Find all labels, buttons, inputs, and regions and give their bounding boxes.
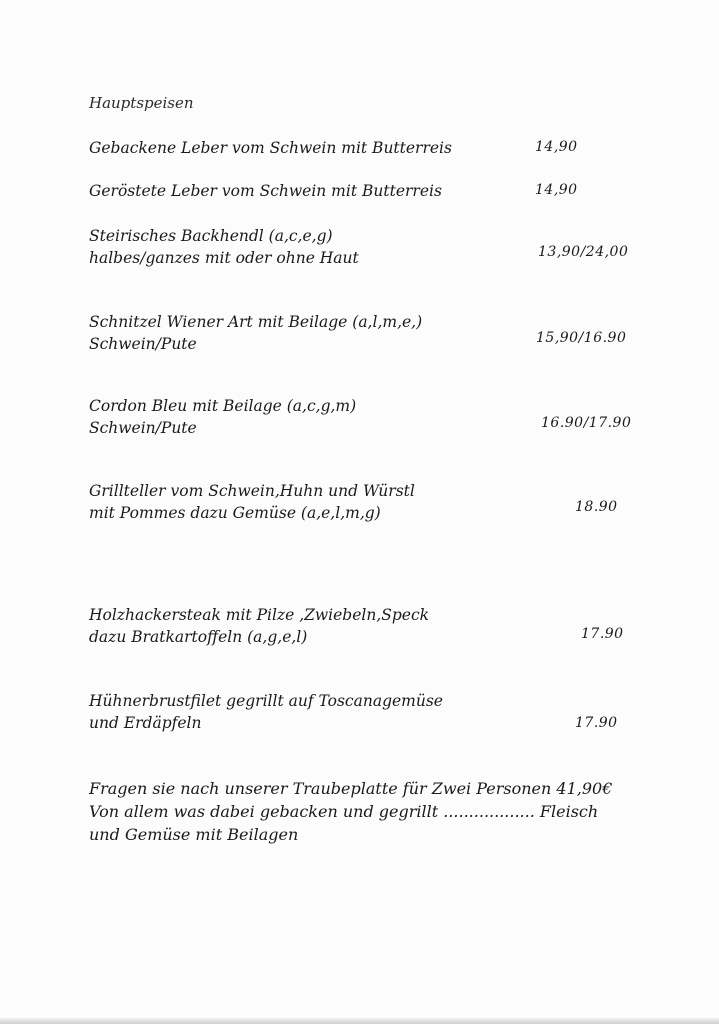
dish-variant: Schwein/Pute <box>89 335 197 353</box>
platter-note-line: und Gemüse mit Beilagen <box>89 825 299 844</box>
platter-note <box>89 777 629 846</box>
menu-item <box>89 137 649 159</box>
dish-variant: halbes/ganzes mit oder ohne Haut <box>89 249 359 267</box>
platter-note-line: Fragen sie nach unserer Traubeplatte für Zwei Personen 41,90€ <box>89 779 613 798</box>
menu-item <box>89 395 649 439</box>
dish-price: 13,90/24,00 <box>538 244 629 260</box>
menu-item <box>89 690 649 734</box>
dish-price: 14,90 <box>535 139 578 155</box>
menu-item <box>89 180 649 202</box>
dish-price: 16.90/17.90 <box>541 415 632 431</box>
dish-variant: dazu Bratkartoffeln (a,g,e,l) <box>89 628 308 646</box>
platter-note-line: Von allem was dabei gebacken und gegrillt .................. Fleisch <box>89 802 599 821</box>
dish-name: Schnitzel Wiener Art mit Beilage (a,l,m,e,) <box>89 313 423 331</box>
dish-variant: und Erdäpfeln <box>89 714 202 732</box>
dish-name: Grillteller vom Schwein,Huhn und Würstl <box>89 482 415 500</box>
dish-variant: mit Pommes dazu Gemüse (a,e,l,m,g) <box>89 504 381 522</box>
dish-price: 15,90/16.90 <box>536 330 627 346</box>
menu-item <box>89 225 649 269</box>
dish-name: Gebackene Leber vom Schwein mit Butterreis <box>89 139 452 157</box>
menu-item <box>89 604 649 648</box>
dish-price: 17.90 <box>581 626 624 642</box>
menu-item <box>89 311 649 355</box>
dish-name: Hühnerbrustfilet gegrillt auf Toscanagemüse <box>89 692 443 710</box>
dish-name: Geröstete Leber vom Schwein mit Butterreis <box>89 182 442 200</box>
section-heading: Hauptspeisen <box>89 94 194 112</box>
menu-item <box>89 480 649 524</box>
dish-name: Holzhackersteak mit Pilze ,Zwiebeln,Speck <box>89 606 430 624</box>
dish-variant: Schwein/Pute <box>89 419 197 437</box>
dish-price: 18.90 <box>575 499 618 515</box>
dish-name: Steirisches Backhendl (a,c,e,g) <box>89 227 333 245</box>
dish-name: Cordon Bleu mit Beilage (a,c,g,m) <box>89 397 357 415</box>
dish-price: 17.90 <box>575 715 618 731</box>
page-bottom-edge <box>0 1018 719 1024</box>
dish-price: 14,90 <box>535 182 578 198</box>
